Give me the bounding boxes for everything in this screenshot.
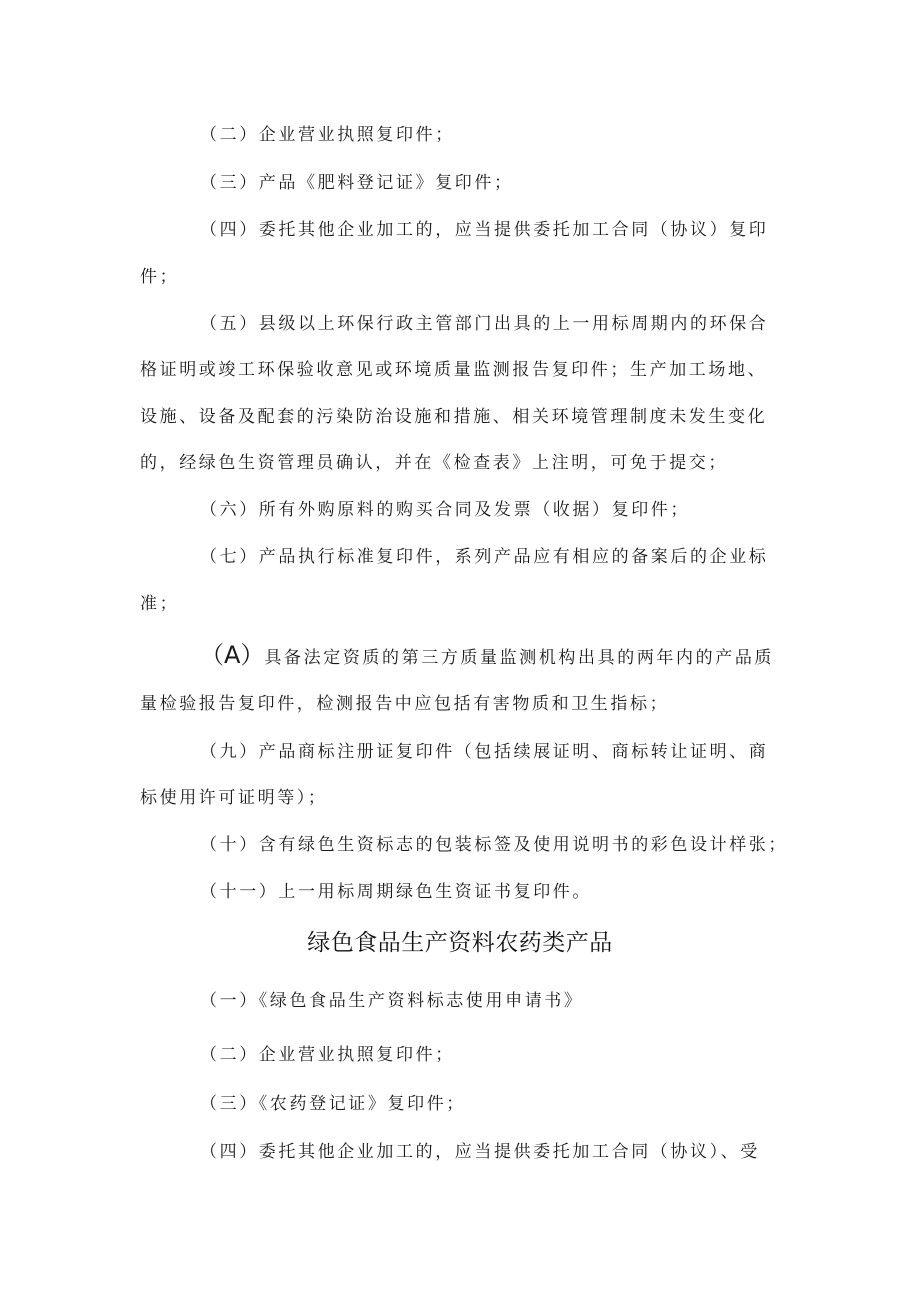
section-heading-pesticide-products: 绿色食品生产资料农药类产品 [307, 930, 613, 956]
pesticide-item-1-application: （一）《绿色食品生产资料标志使用申请书》 [200, 991, 584, 1011]
item-5-line-3: 设施、设备及配套的污染防治设施和措施、相关环境管理制度未发生变化 [140, 407, 768, 427]
item-9-line-2: 标使用许可证明等）； [140, 788, 328, 808]
item-7-line-2: 准； [140, 594, 180, 614]
item-3-fertilizer-registration: （三）产品《肥料登记证》复印件； [200, 173, 514, 193]
item-8-marker: （A） [200, 641, 265, 669]
pesticide-item-2-business-license: （二）企业营业执照复印件； [200, 1045, 455, 1065]
pesticide-item-4-line-1: （四）委托其他企业加工的，应当提供委托加工合同（协议）、受 [200, 1142, 760, 1162]
item-8-line-1 [200, 643, 774, 670]
item-5-line-2: 格证明或竣工环保验收意见或环境质量监测报告复印件；生产加工场地、 [140, 360, 768, 380]
item-4-line-1: （四）委托其他企业加工的，应当提供委托加工合同（协议）复印 [200, 220, 769, 240]
item-9-line-1: （九）产品商标注册证复印件（包括续展证明、商标转让证明、商 [200, 742, 769, 762]
item-2-business-license: （二）企业营业执照复印件； [200, 125, 455, 145]
pesticide-item-3-registration: （三）《农药登记证》复印件； [200, 1094, 466, 1114]
item-6-purchase-contracts: （六）所有外购原料的购买合同及发票（收据）复印件； [200, 500, 690, 520]
item-8-text: 具备法定资质的第三方质量监测机构出具的两年内的产品质 [264, 648, 775, 668]
item-5-line-1: （五）县级以上环保行政主管部门出具的上一用标周期内的环保合 [200, 314, 769, 334]
item-11-previous-certificate: （十一）上一用标周期绿色生资证书复印件。 [200, 882, 592, 902]
item-10-packaging-labels: （十）含有绿色生资标志的包装标签及使用说明书的彩色设计样张； [200, 835, 788, 855]
item-4-line-2: 件； [140, 267, 180, 287]
item-7-line-1: （七）产品执行标准复印件，系列产品应有相应的备案后的企业标 [200, 547, 769, 567]
item-5-line-4: 的，经绿色生资管理员确认，并在《检查表》上注明，可免于提交； [140, 453, 728, 473]
item-8-line-2: 量检验报告复印件，检测报告中应包括有害物质和卫生指标； [140, 694, 670, 714]
